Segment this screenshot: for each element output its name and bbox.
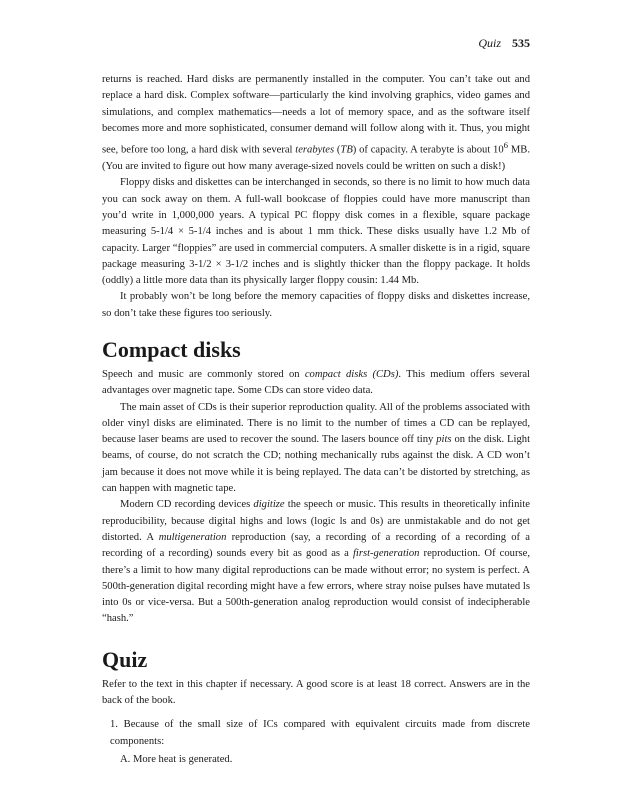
page-number: 535 [512,36,530,50]
paragraph-cd-intro [102,367,530,400]
emphasis-text: terabytes [295,144,335,156]
emphasis-text: first-generation [352,548,420,560]
paragraph-hard-disks [102,72,530,175]
text-run: reproduction. Of course, there’s a limit to how many digital reproductions can be made without error; no system is perfect. A 500th-generation digital recording might have a few errors, where stray noise pulses have mutated ls into 0s or vice-versa. But a 500th-generation analog reproduction would consist of indecipherable “hash.” [102,548,530,625]
quiz-question-1: 1. Because of the small size of ICs compared with equivalent circuits made from discrete components: [110,719,530,747]
text-run: Speech and music are commonly stored on [102,368,305,380]
text-run: Modern CD recording devices [120,499,254,511]
emphasis-text: digitize [253,499,285,511]
heading-compact-disks: Compact disks [102,336,241,362]
text-run: . This medium offers several advantages over magnetic tape. Some CDs can store video data. [102,368,530,397]
emphasis-text: multigeneration [158,531,227,543]
quiz-intro: Refer to the text in this chapter if necessary. A good score is at least 18 correct. Answers are in the back of the book. [102,678,530,707]
text-run: Floppy disks and diskettes can be interchanged in seconds, so there is no limit to how much data you can sock away on them. A full-wall bookcase of floppies could have more manuscript than you’d write in 1,000,000 years. A typical PC floppy disk comes in a flexible, square package measuring 5-1/4 × 5-1/4 inches and is about 1 mm thick. These disks usually have 1.2 Mb of capacity. Larger “floppies” are used in commercial computers. A smaller diskette is in a rigid, square package measuring 3-1/2 × 3-1/2 inches and is slightly thicker than the floppy package. It holds (oddly) a little more data than its physically larger floppy cousin: 1.44 Mb. [102,177,530,287]
text-run: on the disk. Light beams, of course, do not scratch the CD; nothing mechanically rubs against the disk. A CD won’t jam because it does not move while it is being replayed. The data can’t be distorted by stretching, as can happen with magnetic tape. [102,434,531,495]
text-run: returns is reached. Hard disks are permanently installed in the computer. You can’t take out and replace a hard disk. Complex software—particularly the kind involving graphics, video games and simulations, and complex mathematics—needs a lot of memory space, and as the software itself becomes more and more sophisticated, consumer demand will follow along with it. Thus, you might see, before too long, a hard disk with several [102,74,530,156]
running-head [478,36,530,51]
text-run: The main asset of CDs is their superior reproduction quality. All of the problems associated with older vinyl disks are eliminated. There is no limit to the number of times a CD can be replayed, because laser beams are used to recover the sound. The lasers bounce off tiny [102,401,530,446]
running-head-section: Quiz [478,36,501,50]
text-run: MB. (You are invited to figure out how many average-sized novels could be written on such a disk!) [102,144,530,173]
page-content [102,72,530,768]
text-run: ( [334,144,341,156]
superscript-text: 6 [503,140,509,151]
text-run: It probably won’t be long before the memory capacities of floppy disks and diskettes increase, so don’t take these figures too seriously. [102,291,530,319]
text-run: the speech or music. This results in theoretically infinite reproducibility, because digital highs and lows (logic ls and 0s) are unmistakable and do not get distorted. A [102,499,530,543]
emphasis-text: compact disks (CDs) [304,368,399,380]
text-run: reproduction (say, a recording of a recording of a recording of a recording of a recording) sounds every bit as good as a [102,531,531,560]
emphasis-text: TB [340,144,353,156]
emphasis-text: pits [436,434,452,446]
paragraph-cd-digitize [102,497,530,627]
heading-quiz: Quiz [102,646,148,672]
paragraph-cd-quality [102,400,530,498]
quiz-option-a: A. More heat is generated. [120,753,233,765]
paragraph-floppy-disks [102,175,530,289]
text-run: ) of capacity. A terabyte is about 10 [352,144,504,156]
paragraph-capacity-note [102,289,530,322]
